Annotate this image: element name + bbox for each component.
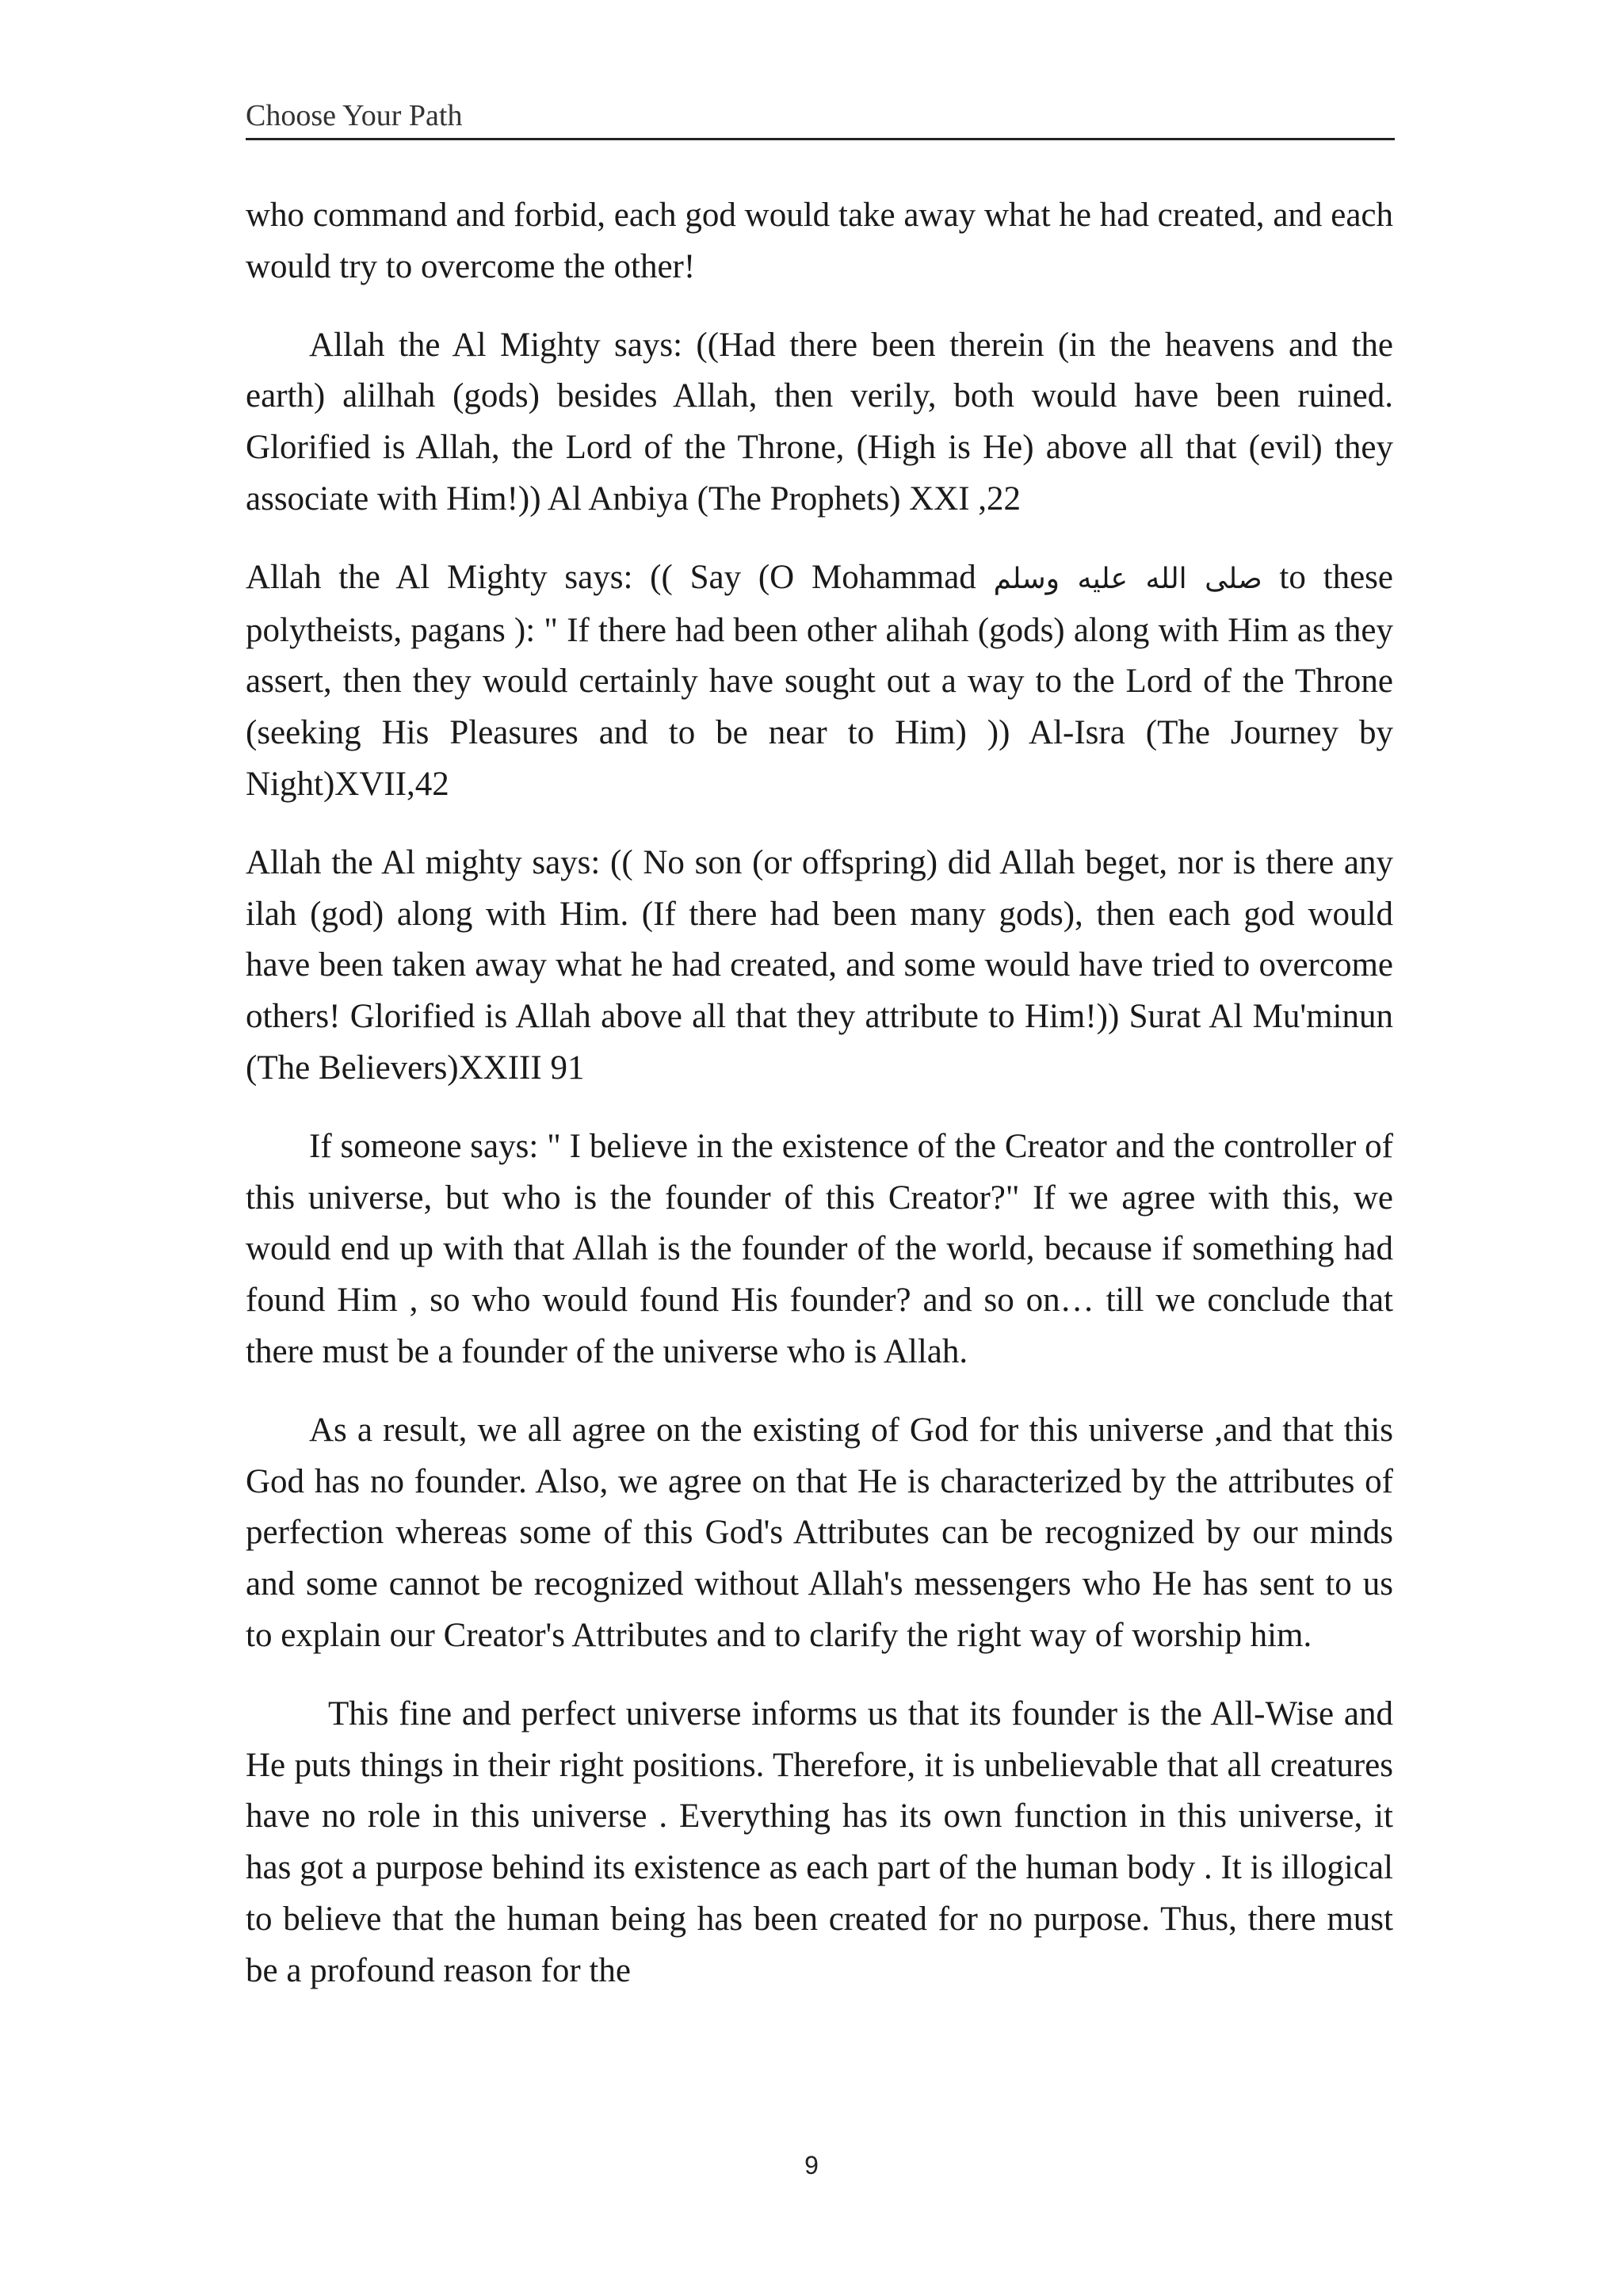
arabic-salutation: صلى الله عليه وسلم bbox=[993, 562, 1262, 595]
paragraph-purpose: This fine and perfect universe informs us that its founder is the All-Wise and He puts things in their right positions. Therefore, it is unbelievable that all creatures have no role in this universe . Everything has its own function in this universe, it has got a purpose behind its existence as each part of the human body . It is illogical to believe that the human being has been created for no purpose. Thus, there must be a profound reason for the bbox=[246, 1694, 1393, 1989]
paragraph-quran-isra bbox=[246, 552, 1393, 811]
paragraph-quran-muminun: Allah the Al mighty says: (( No son (or offspring) did Allah beget, nor is there any ilah (god) along with Him. (If there had been many gods), then each god would have been taken away what he had created, and some would have tried to overcome others! Glorified is Allah above all that they attribute to Him!)) Surat Al Mu'minun (The Believers)XXIII 91 bbox=[246, 843, 1393, 1087]
paragraph-attributes: As a result, we all agree on the existing of God for this universe ,and that this God has no founder. Also, we agree on that He is characterized by the attributes of perfection whereas some of this God's Attributes can be recognized by our minds and some cannot be recognized without Allah's messengers who He has sent to us to explain our Creator's Attributes and to clarify the right way of worship him. bbox=[246, 1411, 1393, 1654]
header-title: Choose Your Path bbox=[246, 99, 463, 132]
paragraph-quran-anbiya: Allah the Al Mighty says: ((Had there been therein (in the heavens and the earth) alilhah (gods) besides Allah, then verily, both would have been ruined. Glorified is Allah, the Lord of the Throne, (High is He) above all that (evil) they associate with Him!)) Al Anbiya (The Prophets) XXI ,22 bbox=[246, 326, 1393, 518]
page-number: 9 bbox=[804, 2151, 819, 2179]
paragraph-founder-argument: If someone says: " I believe in the existence of the Creator and the controller of this universe, but who is the founder of this Creator?" If we agree with this, we would end up with that Allah is the founder of the world, because if something had found Him , so who would found His founder? and so on… till we conclude that there must be a founder of the universe who is Allah. bbox=[246, 1127, 1393, 1370]
running-header bbox=[246, 94, 1395, 140]
isra-text-end: to these polytheists, pagans ): " If there had been other alihah (gods) along with Him as they assert, then they would certainly have sought out a way to the Lord of the Throne (seeking His Pleasures and to be near to Him) )) Al-Isra (The Journey by Night)XVII,42 bbox=[246, 558, 1393, 803]
paragraph-continuation: who command and forbid, each god would take away what he had created, and each would try to overcome the other! bbox=[246, 197, 1393, 285]
isra-text-start: Allah the Al Mighty says: (( Say (O Mohammad bbox=[246, 558, 994, 596]
main-text bbox=[246, 190, 1393, 2024]
